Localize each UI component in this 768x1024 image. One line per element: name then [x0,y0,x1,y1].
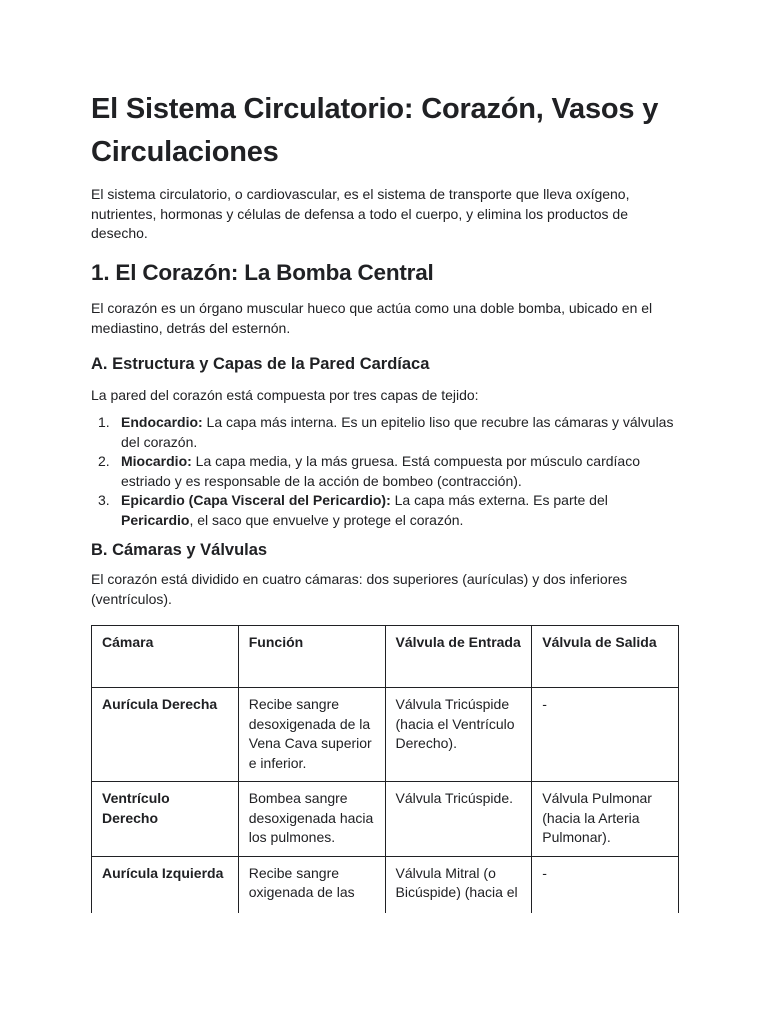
list-text: La capa más externa. Es parte del [390,492,608,508]
table-cell: - [532,856,679,914]
table-header-cell: Función [238,626,385,688]
table-cell: Bombea sangre desoxigenada hacia los pulmones. [238,782,385,857]
section-a-heading: A. Estructura y Capas de la Pared Cardíaca [91,355,430,373]
list-text: La capa más interna. Es un epitelio liso que recubre las cámaras y válvulas del corazón. [121,414,674,450]
table-cell: Válvula Tricúspide. [385,782,532,857]
table-cell: Ventrículo Derecho [92,782,239,857]
list-term: Miocardio: [121,453,192,469]
document-title: El Sistema Circulatorio: Corazón, Vasos y Circulaciones [91,93,659,168]
list-number: 3. [98,492,110,508]
list-item [91,452,681,491]
table-header-cell: Válvula de Entrada [385,626,532,688]
table-cell: - [532,688,679,782]
list-text: La capa media, y la más gruesa. Está compuesta por músculo cardíaco estriado y es responsable de la acción de bombeo (contracción). [121,453,641,489]
section-1-paragraph: El corazón es un órgano muscular hueco que actúa como una doble bomba, ubicado en el mediastino, detrás del esternón. [91,300,653,336]
table-cell: Aurícula Derecha [92,688,239,782]
page-bottom-mask [0,913,768,1024]
chambers-table [91,625,679,915]
table-row [92,856,679,914]
list-item [91,413,681,452]
list-item [91,491,681,530]
table-cell: Válvula Pulmonar (hacia la Arteria Pulmonar). [532,782,679,857]
table-cell: Recibe sangre desoxigenada de la Vena Cava superior e inferior. [238,688,385,782]
list-term: Endocardio: [121,414,203,430]
list-number: 2. [98,453,110,469]
table-cell: Válvula Tricúspide (hacia el Ventrículo Derecho). [385,688,532,782]
heart-layers-list [91,413,681,530]
section-1-heading: 1. El Corazón: La Bomba Central [91,260,434,285]
section-b-heading: B. Cámaras y Válvulas [91,541,268,559]
table-header-cell: Cámara [92,626,239,688]
table-cell: Aurícula Izquierda [92,856,239,914]
list-text-end: , el saco que envuelve y protege el corazón. [189,511,464,528]
intro-paragraph: El sistema circulatorio, o cardiovascular, es el sistema de transporte que lleva oxígeno, nutrientes, hormonas y células de defensa a todo el cuerpo, y elimina los productos de desecho. [91,186,630,241]
table-row [92,782,679,857]
section-b-paragraph: El corazón está dividido en cuatro cámaras: dos superiores (aurículas) y dos inferiores (ventrículos). [91,571,628,607]
table-header-row [92,626,679,688]
list-term-inline: Pericardio [121,511,190,528]
table-row [92,688,679,782]
table-cell: Válvula Mitral (o Bicúspide) (hacia el [385,856,532,914]
list-term: Epicardio (Capa Visceral del Pericardio): [121,492,391,508]
table-cell: Recibe sangre oxigenada de las [238,856,385,914]
list-number: 1. [98,414,110,430]
section-a-paragraph: La pared del corazón está compuesta por tres capas de tejido: [91,387,479,403]
table-header-cell: Válvula de Salida [532,626,679,688]
